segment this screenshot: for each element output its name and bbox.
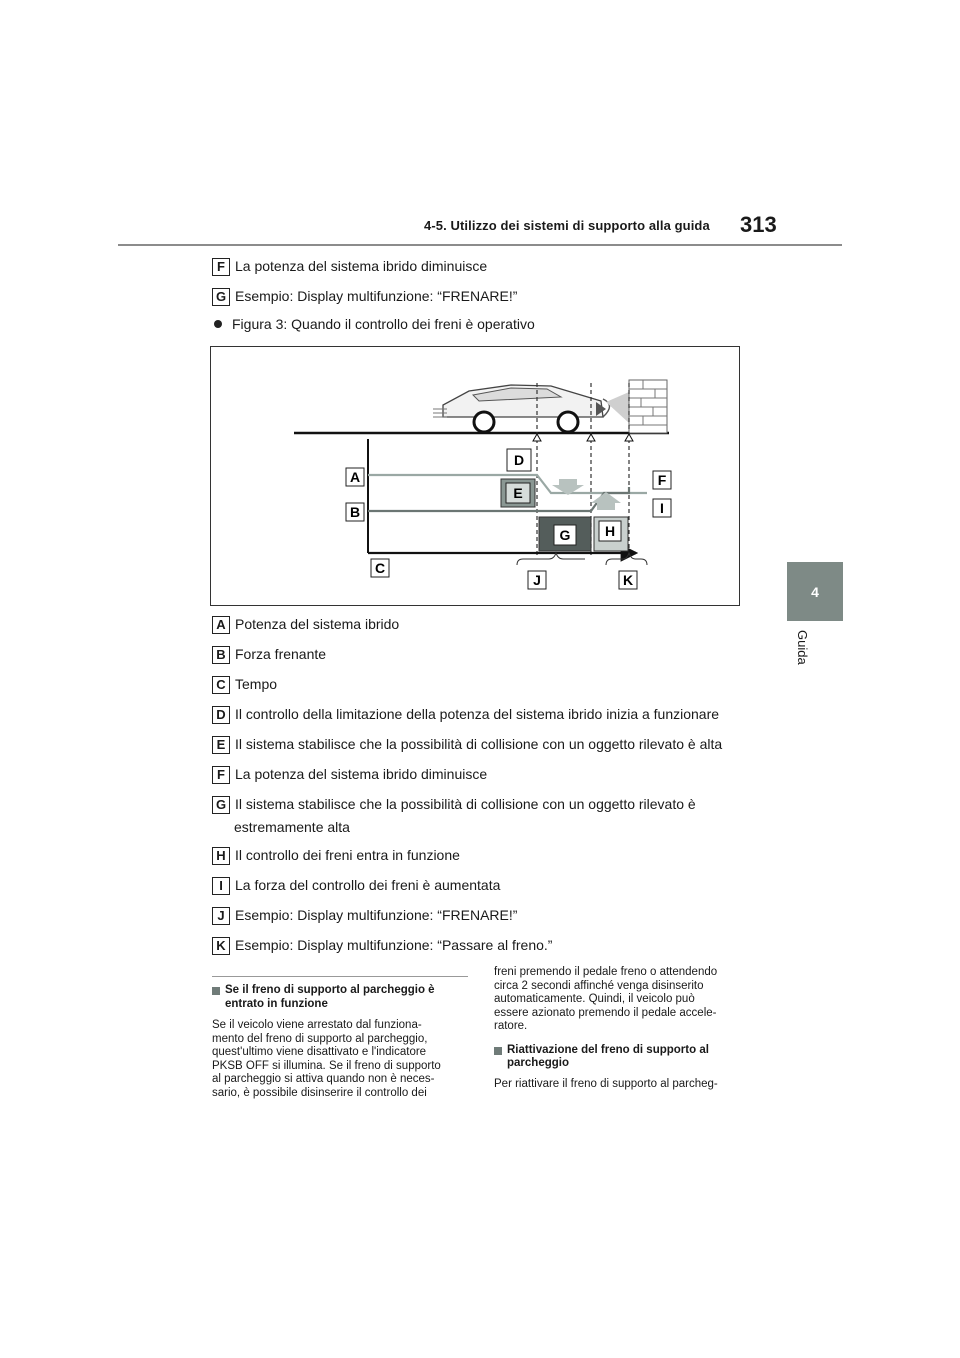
- label-k-text: K: [622, 572, 634, 588]
- badge-g: G: [212, 288, 230, 306]
- badge-a: A: [212, 616, 230, 634]
- badge-c: C: [212, 676, 230, 694]
- legend-text: La forza del controllo dei freni è aumentata: [235, 877, 501, 893]
- top-item-text: Esempio: Display multifunzione: “FRENARE!”: [235, 288, 518, 304]
- label-j-text: J: [533, 572, 541, 588]
- square-bullet-icon: [494, 1047, 502, 1055]
- label-b-text: B: [349, 504, 361, 520]
- badge-e: E: [212, 736, 230, 754]
- badge-j: J: [212, 907, 230, 925]
- label-h: [599, 521, 621, 541]
- legend-text: Il sistema stabilisce che la possibilità di collisione con un oggetto rilevato è: [235, 796, 696, 812]
- legend-text: Il controllo della limitazione della potenza del sistema ibrido inizia a funzionare: [235, 706, 720, 722]
- text-line: ratore.: [494, 1020, 528, 1032]
- legend-text: Esempio: Display multifunzione: “FRENARE!”: [235, 907, 518, 923]
- legend-item-f: [212, 766, 487, 784]
- text-line: essere azionato premendo il pedale accele-: [494, 1006, 717, 1019]
- bullet-icon: [214, 320, 222, 328]
- badge-d: D: [212, 706, 230, 724]
- top-item-text: La potenza del sistema ibrido diminuisce: [235, 258, 488, 274]
- label-h-text: H: [604, 523, 616, 539]
- badge-i: I: [212, 877, 230, 895]
- label-f: [653, 471, 671, 489]
- label-c: [371, 559, 389, 577]
- top-item-g: [212, 288, 517, 306]
- subheading-line: parcheggio: [507, 1057, 569, 1069]
- legend-text: Esempio: Display multifunzione: “Passare al freno.”: [235, 937, 553, 953]
- section-divider: [212, 976, 468, 977]
- badge-f: F: [212, 766, 230, 784]
- subheading-line: Riattivazione del freno di supporto al: [507, 1043, 709, 1056]
- label-b: [346, 503, 364, 521]
- legend-item-j: [212, 907, 517, 925]
- text-line: automaticamente. Quindi, il veicolo può: [494, 993, 695, 1005]
- label-i-text: I: [660, 500, 664, 516]
- badge-b: B: [212, 646, 230, 664]
- text-line: mento del freno di supporto al parcheggio,: [212, 1032, 428, 1045]
- label-a-text: A: [349, 469, 361, 485]
- subheading-line: entrato in funzione: [225, 997, 328, 1010]
- bracket-j: [517, 553, 585, 565]
- chapter-tab: [787, 562, 843, 621]
- text-line: PKSB OFF si illumina. Se il freno di supporto: [212, 1059, 441, 1072]
- label-i: [653, 499, 671, 517]
- bracket-k: [606, 553, 647, 565]
- right-column: [494, 966, 754, 1091]
- legend-item-c: [212, 676, 277, 694]
- header-rule: [118, 244, 842, 246]
- label-d: [507, 449, 531, 471]
- label-g-text: G: [559, 527, 571, 543]
- legend-item-e: [212, 736, 722, 754]
- subheading-line: Se il freno di supporto al parcheggio è: [225, 984, 435, 996]
- legend-text: Potenza del sistema ibrido: [235, 616, 400, 632]
- label-c-text: C: [374, 560, 386, 576]
- chapter-number: 4: [811, 583, 819, 600]
- car-icon: [433, 385, 610, 432]
- brake-line: [368, 487, 629, 511]
- text-line: quest'ultimo viene disattivato e l'indicatore: [212, 1046, 427, 1058]
- text-line: Se il veicolo viene arrestato dal funziona-: [212, 1019, 422, 1031]
- top-item-f: [212, 258, 487, 276]
- text-line: al parcheggio si attiva quando non è neces-: [212, 1073, 435, 1085]
- marker-triangle: [587, 434, 595, 441]
- subheading-reactivation: [494, 1044, 754, 1071]
- text-line: circa 2 secondi affinché venga disinserito: [494, 979, 704, 992]
- subheading-text: [225, 984, 435, 1011]
- text-line: sario, è possibile disinserire il controllo dei: [212, 1086, 427, 1099]
- label-a: [346, 468, 364, 486]
- chapter-label: Guida: [795, 630, 810, 665]
- figure-frame: [210, 346, 740, 606]
- subheading-text: [507, 1044, 709, 1071]
- text-line: freni premendo il pedale freno o attendendo: [494, 966, 718, 978]
- brake-timing-diagram: [211, 347, 739, 605]
- wall-icon: [629, 380, 667, 433]
- legend-text: Il controllo dei freni entra in funzione: [235, 847, 460, 863]
- marker-triangle: [625, 434, 633, 441]
- legend-item-g-continued: estremamente alta: [234, 819, 350, 835]
- paragraph: [494, 966, 754, 1034]
- left-column: [212, 984, 472, 1100]
- legend-item-a: [212, 616, 399, 634]
- legend-text: Tempo: [235, 676, 278, 692]
- square-bullet-icon: [212, 987, 220, 995]
- paragraph-last-line: Per riattivare il freno di supporto al parcheg-: [494, 1077, 718, 1090]
- marker-triangle: [533, 434, 541, 441]
- legend-item-d: [212, 706, 719, 724]
- legend-item-h: [212, 847, 460, 865]
- figure-caption: [212, 316, 535, 332]
- badge-k: K: [212, 937, 230, 955]
- paragraph: [212, 1019, 472, 1100]
- legend-text: La potenza del sistema ibrido diminuisce: [235, 766, 488, 782]
- subheading-parking-brake: [212, 984, 472, 1011]
- label-e-text: E: [513, 485, 523, 501]
- legend-text: Il sistema stabilisce che la possibilità di collisione con un oggetto rilevato è alta: [235, 736, 723, 752]
- label-k: [619, 571, 637, 589]
- badge-g: G: [212, 796, 230, 814]
- legend-item-i: [212, 877, 500, 895]
- section-title: 4-5. Utilizzo dei sistemi di supporto alla guida: [424, 218, 710, 233]
- legend-item-k: [212, 937, 552, 955]
- label-e: [506, 483, 530, 503]
- label-f-text: F: [657, 472, 667, 488]
- badge-f: F: [212, 258, 230, 276]
- increase-arrow-icon: [591, 492, 621, 510]
- label-d-text: D: [513, 452, 525, 468]
- legend-text: Forza frenante: [235, 646, 327, 662]
- legend-item-g: [212, 796, 696, 814]
- caption-text: Figura 3: Quando il controllo dei freni è operativo: [232, 316, 535, 332]
- label-j: [528, 571, 546, 589]
- label-g: [554, 525, 576, 545]
- page-number: 313: [740, 212, 777, 237]
- legend-item-b: [212, 646, 326, 664]
- badge-h: H: [212, 847, 230, 865]
